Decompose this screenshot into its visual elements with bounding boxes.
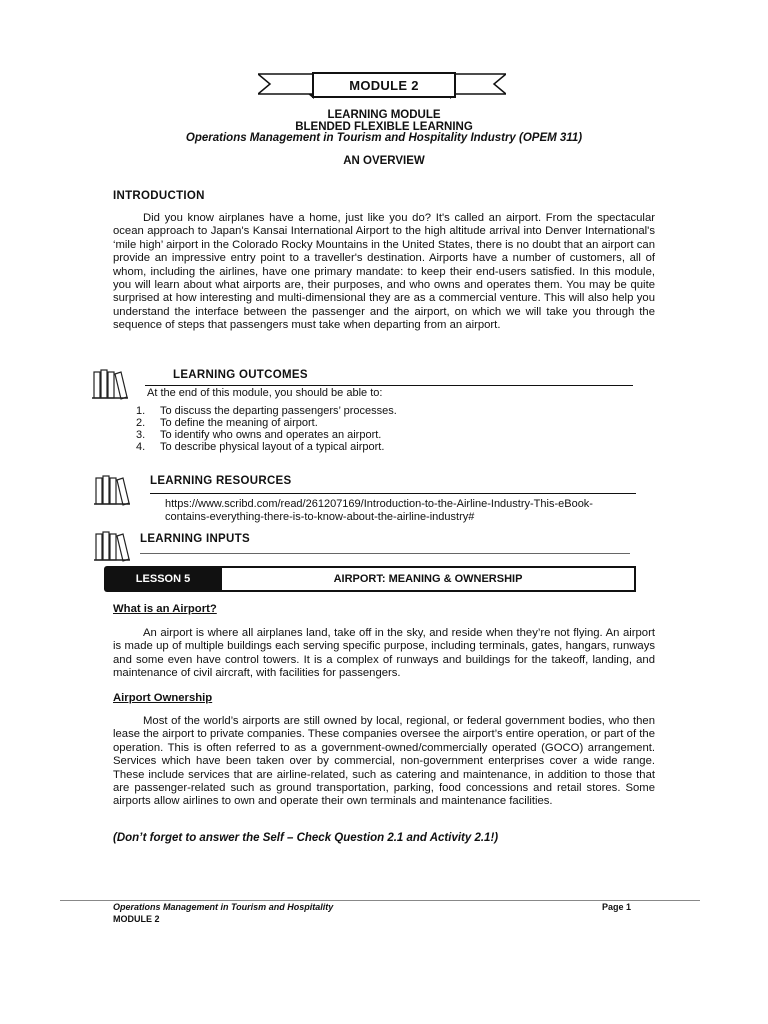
resource-link-line-2[interactable]: contains-everything-there-is-to-know-about-the-airline-industry# xyxy=(165,511,475,523)
footer-module: MODULE 2 xyxy=(113,914,160,924)
resource-link[interactable] xyxy=(165,498,593,524)
lesson-bar xyxy=(104,566,634,592)
divider xyxy=(145,385,633,386)
books-icon xyxy=(90,366,130,405)
what-is-airport-text: An airport is where all airplanes land, take off in the sky, and reside when they’re not flying. An airport is made up of multiple buildings each serving specific purpose, including terminals, gates, hangars, runways and some even have control towers. It is a complex of runways and buildings for the takeoff, landing, and maintenance of civil aircraft, with facilities for passengers. xyxy=(113,627,655,680)
outcomes-list xyxy=(136,405,536,453)
list-item: 4. To describe physical layout of a typical airport. xyxy=(136,441,385,453)
resource-link-line-1[interactable]: https://www.scribd.com/read/261207169/Introduction-to-the-Airline-Industry-This-eBook- xyxy=(165,498,593,510)
list-item: 2. To define the meaning of airport. xyxy=(136,417,318,429)
list-item: 3. To identify who owns and operates an airport. xyxy=(136,429,382,441)
header-line-2: BLENDED FLEXIBLE LEARNING xyxy=(295,121,473,133)
airport-ownership-heading: Airport Ownership xyxy=(113,692,213,704)
divider xyxy=(140,553,630,554)
airport-ownership-text: Most of the world’s airports are still owned by local, regional, or federal government bodies, who then lease the airport to private companies. These companies oversee the airport’s entire operation, or part of the operation. This is often referred to as a government-owned/commercially operated (GOCO) arrangement. Services which have been taken over by commercial, non-government enterprises cover a wide range. These include services that are airline-related, such as catering and maintenance, in addition to those that are passenger-related such as ground transportation, parking, food concessions and retail stores. Some airports allow airlines to own and operate their own terminals and maintenance facilities. xyxy=(113,715,655,808)
list-item: 1. To discuss the departing passengers’ processes. xyxy=(136,405,397,417)
module-banner xyxy=(258,70,506,100)
footer-divider xyxy=(60,900,700,901)
what-is-airport-heading: What is an Airport? xyxy=(113,603,217,615)
lesson-title: AIRPORT: MEANING & OWNERSHIP xyxy=(220,566,636,592)
page-number: Page 1 xyxy=(602,902,632,912)
overview-title: AN OVERVIEW xyxy=(343,155,425,167)
header-line-1: LEARNING MODULE xyxy=(327,109,441,121)
divider xyxy=(150,493,636,494)
introduction-text: Did you know airplanes have a home, just like you do? It's called an airport. From the spectacular ocean approach to Japan's Kansai International Airport to the high altitude arrival into Denver International's ‘mile high’ airport in the Colorado Rocky Mountains in the United States, there is no doubt that an airport can provide an impressive entry point to a traveller's destination. Airports have a number of customers, all of whom, including the airlines, have one primary mandate: to keep their end-users satisfied. In this module, you will learn about what airports are, their purposes, and who owns and operates them. You may be quite surprised at how interesting and multi-dimensional they are as a commercial venture. This will also help you understand the interface between the passenger and the airport, on which we will take you through the sequence of steps that passengers must take when departing from an airport. xyxy=(113,212,655,332)
books-icon xyxy=(92,472,132,511)
course-title: Operations Management in Tourism and Hospitality Industry (OPEM 311) xyxy=(185,132,583,144)
module-label: MODULE 2 xyxy=(312,72,456,98)
lesson-number: LESSON 5 xyxy=(104,566,222,592)
self-check-reminder: (Don’t forget to answer the Self – Check Question 2.1 and Activity 2.1!) xyxy=(113,832,499,844)
learning-outcomes-heading: LEARNING OUTCOMES xyxy=(173,369,308,381)
outcomes-intro: At the end of this module, you should be able to: xyxy=(147,387,383,399)
learning-inputs-heading: LEARNING INPUTS xyxy=(140,533,250,545)
footer-course: Operations Management in Tourism and Hospitality xyxy=(113,902,334,912)
introduction-heading: INTRODUCTION xyxy=(113,190,205,202)
learning-resources-heading: LEARNING RESOURCES xyxy=(150,475,292,487)
books-icon xyxy=(92,528,132,567)
